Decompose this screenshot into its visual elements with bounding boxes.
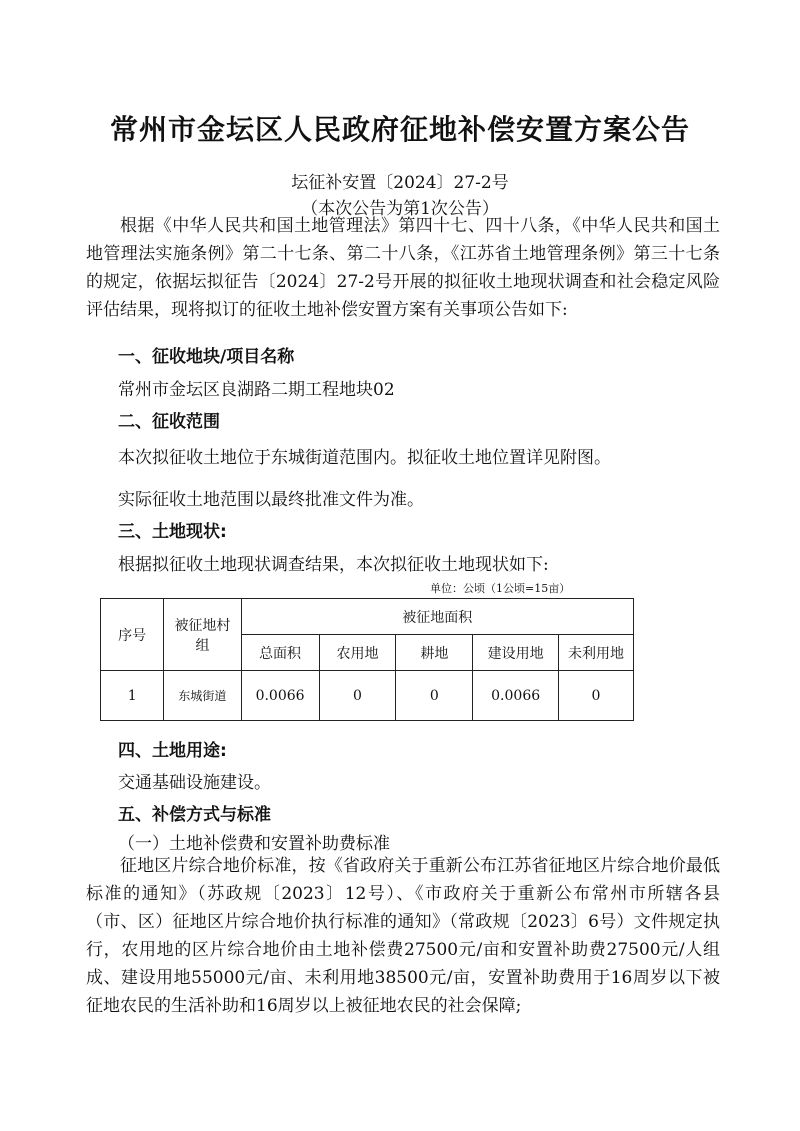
cell-unused: 0	[559, 671, 634, 721]
section1-content: 常州市金坛区良湖路二期工程地块02	[118, 380, 395, 400]
section3-intro: 根据拟征收土地现状调查结果，本次拟征收土地现状如下:	[118, 555, 549, 575]
announcement-note: （本次公告为第1次公告）	[301, 199, 499, 219]
header-total-area: 总面积	[241, 635, 319, 671]
section1-heading: 一、征收地块/项目名称	[118, 347, 295, 367]
header-village: 被征地村组	[164, 599, 241, 671]
section3-heading: 三、土地现状:	[118, 522, 227, 542]
table-unit-note: 单位：公顷（1公顷=15亩）	[430, 582, 571, 595]
cell-construction: 0.0066	[473, 671, 559, 721]
section5-paragraph: 征地区片综合地价标准，按《省政府关于重新公布江苏省征地区片综合地价最低标准的通知》（苏政规〔2023〕12号）、《市政府关于重新公布常州市所辖各县（市、区）征地区片综合地价执行标准的通知》（常政规〔2023〕6号）文件规定执行，农用地的区片综合地价由土地补偿费27500元/亩和安置补助费27500元/人组成、建设用地55000元/亩、未利用地38500元/亩，安置补助费用于16周岁以下被征地农民的生活补助和16周岁以上被征地农民的社会保障;	[86, 856, 720, 1016]
header-no: 序号	[101, 599, 164, 671]
cell-cultivated: 0	[396, 671, 473, 721]
document-title: 常州市金坛区人民政府征地补偿安置方案公告	[109, 113, 690, 146]
section2-heading: 二、征收范围	[118, 412, 220, 432]
table-row	[101, 671, 634, 721]
intro-paragraph: 根据《中华人民共和国土地管理法》第四十七、四十八条，《中华人民共和国土地管理法实施条例》第二十七条、第二十八条，《江苏省土地管理条例》第三十七条的规定，依据坛拟征告〔2024〕27-2号开展的拟征收土地现状调查和社会稳定风险评估结果，现将拟订的征收土地补偿安置方案有关事项公告如下:	[86, 216, 720, 320]
section5-sub1: （一）土地补偿费和安置补助费标准	[118, 834, 390, 854]
header-area-group: 被征地面积	[241, 599, 633, 635]
cell-total-area: 0.0066	[241, 671, 319, 721]
section2-line2: 实际征收土地范围以最终批准文件为准。	[118, 490, 424, 510]
cell-no: 1	[101, 671, 164, 721]
section4-content: 交通基础设施建设。	[118, 773, 271, 793]
section4-heading: 四、土地用途:	[118, 741, 227, 761]
section5-heading: 五、补偿方式与标准	[118, 805, 271, 825]
header-construction: 建设用地	[473, 635, 559, 671]
cell-agricultural: 0	[319, 671, 396, 721]
section2-line1: 本次拟征收土地位于东城街道范围内。拟征收土地位置详见附图。	[118, 448, 611, 468]
header-agricultural: 农用地	[319, 635, 396, 671]
cell-village: 东城街道	[164, 671, 241, 721]
header-unused: 未利用地	[559, 635, 634, 671]
header-cultivated: 耕地	[396, 635, 473, 671]
document-number: 坛征补安置〔2024〕27-2号	[291, 173, 509, 193]
land-status-table	[100, 598, 634, 721]
